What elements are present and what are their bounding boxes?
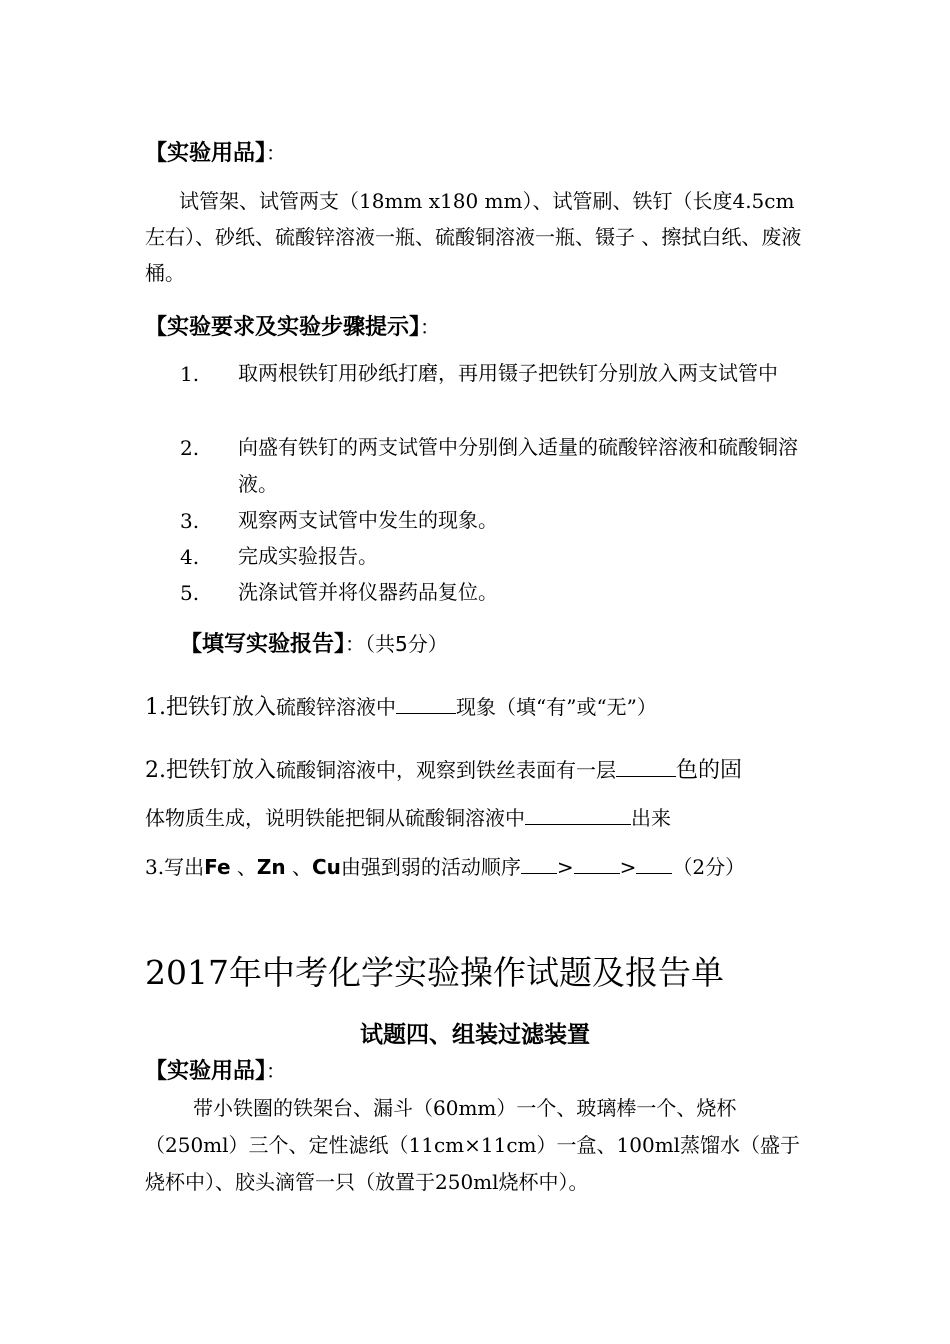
question-3: 3.写出Fe 、Zn 、Cu由强到弱的活动顺序 > > （2分） (145, 855, 746, 879)
materials-text-2: 带小铁圈的铁架台、漏斗（60mm）一个、玻璃棒一个、烧杯（250ml）三个、定性滤纸（11cm×11cm）一盒、100ml蒸馏水（盛于烧杯中）、胶头滴管一只（放置于250ml烧杯中）。 (145, 1096, 801, 1194)
step-text: 观察两支试管中发生的现象。 (238, 508, 498, 532)
step-number: 1. (180, 362, 200, 386)
steps-heading: 【实验要求及实验步骤提示】： (145, 315, 441, 340)
test-subtitle: 试题四、组装过滤装置 (360, 1022, 590, 1048)
step-number: 3. (180, 509, 200, 533)
step-text: 完成实验报告。 (238, 544, 378, 568)
answer-blank[interactable] (636, 855, 672, 874)
report-heading: 【填写实验报告】：（共5分） (180, 632, 448, 657)
materials-text: 试管架、试管两支（18mm x180 mm）、试管刷、铁钉（长度4.5cm左右）、砂纸、硫酸锌溶液一瓶、硫酸铜溶液一瓶、镊子 、擦拭白纸、废液桶。 (145, 189, 802, 285)
answer-blank[interactable] (574, 855, 620, 874)
step-number: 4. (180, 545, 200, 569)
question-2-line-2: 体物质生成，说明铁能把铜从硫酸铜溶液中 出来 (145, 806, 671, 830)
question-2: 2.把铁钉放入硫酸铜溶液中，观察到铁丝表面有一层 色的固 (145, 758, 743, 783)
answer-blank[interactable] (525, 806, 631, 825)
materials-heading-2: 【实验用品】： (145, 1059, 287, 1084)
materials-heading: 【实验用品】： (145, 141, 287, 166)
step-number: 2. (180, 436, 200, 460)
step-text: 向盛有铁钉的两支试管中分别倒入适量的硫酸锌溶液和硫酸铜溶液。 (238, 435, 798, 496)
step-text: 洗涤试管并将仪器药品复位。 (238, 580, 498, 604)
step-text: 取两根铁钉用砂纸打磨，再用镊子把铁钉分别放入两支试管中 (238, 361, 778, 385)
answer-blank[interactable] (616, 758, 676, 777)
answer-blank[interactable] (396, 695, 456, 714)
question-1: 1.把铁钉放入硫酸锌溶液中 现象（填“有”或“无”） (145, 695, 657, 720)
main-title: 2017年中考化学实验操作试题及报告单 (145, 953, 724, 992)
step-number: 5. (180, 581, 200, 605)
answer-blank[interactable] (521, 855, 557, 874)
